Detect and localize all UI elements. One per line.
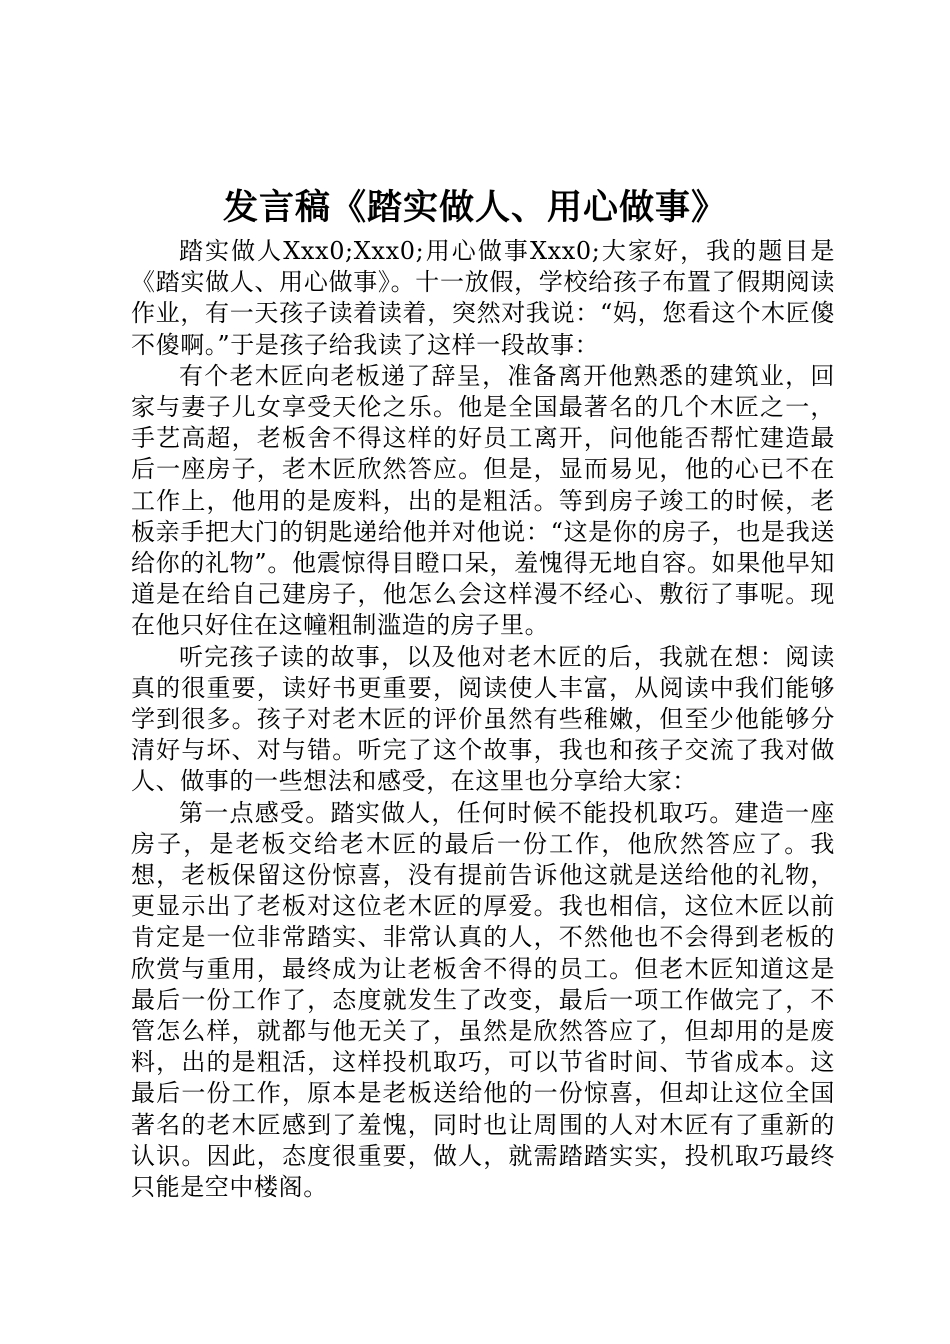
paragraph-reflection: 听完孩子读的故事，以及他对老木匠的后，我就在想：阅读真的很重要，读好书更重要，阅读使人丰富，从阅读中我们能够学到很多。孩子对老木匠的评价虽然有些稚嫩，但至少他能够分清好与坏、对与错。听完了这个故事，我也和孩子交流了我对做人、做事的一些想法和感受，在这里也分享给大家： <box>131 642 835 796</box>
paragraph-story: 有个老木匠向老板递了辞呈，准备离开他熟悉的建筑业，回家与妻子儿女享受天伦之乐。他是全国最著名的几个木匠之一，手艺高超，老板舍不得这样的好员工离开，问他能否帮忙建造最后一座房子，老木匠欣然答应。但是，显而易见，他的心已不在工作上，他用的是废料，出的是粗活。等到房子竣工的时候，老板亲手把大门的钥匙递给他并对他说：“这是你的房子，也是我送给你的礼物”。他震惊得目瞪口呆，羞愧得无地自容。如果他早知道是在给自己建房子，他怎么会这样漫不经心、敷衍了事呢。现在他只好住在这幢粗制滥造的房子里。 <box>131 361 835 640</box>
document-title: 发言稿《踏实做人、用心做事》 <box>222 188 727 228</box>
document-body <box>131 236 835 1203</box>
paragraph-first-point: 第一点感受。踏实做人，任何时候不能投机取巧。建造一座房子，是老板交给老木匠的最后一份工作，他欣然答应了。我想，老板保留这份惊喜，没有提前告诉他这就是送给他的礼物，更显示出了老板对这位老木匠的厚爱。我也相信，这位木匠以前肯定是一位非常踏实、非常认真的人，不然他也不会得到老板的欣赏与重用，最终成为让老板舍不得的员工。但老木匠知道这是最后一份工作了，态度就发生了改变，最后一项工作做完了，不管怎么样，就都与他无关了，虽然是欣然答应了，但却用的是废料，出的是粗活，这样投机取巧，可以节省时间、节省成本。这最后一份工作，原本是老板送给他的一份惊喜，但却让这位全国著名的老木匠感到了羞愧，同时也让周围的人对木匠有了重新的认识。因此，态度很重要，做人，就需踏踏实实，投机取巧最终只能是空中楼阁。 <box>131 798 835 1202</box>
paragraph-intro: 踏实做人Xxx0;Xxx0;用心做事Xxx0;大家好，我的题目是《踏实做人、用心做事》。十一放假，学校给孩子布置了假期阅读作业，有一天孩子读着读着，突然对我说：“妈，您看这个木匠傻不傻啊。”于是孩子给我读了这样一段故事： <box>131 237 835 359</box>
